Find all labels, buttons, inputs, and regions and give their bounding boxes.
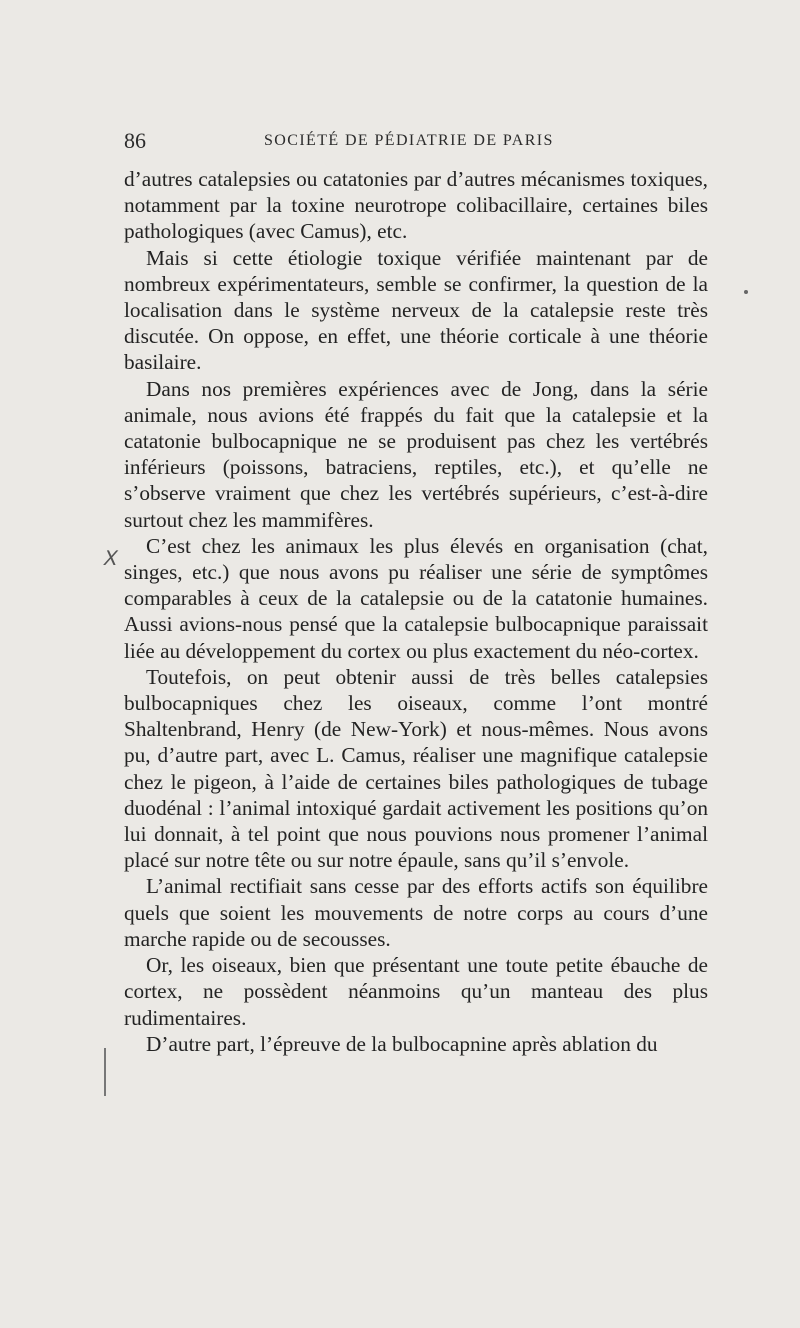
page-number: 86 (124, 128, 146, 153)
paragraph: Mais si cette étiologie toxique vérifiée maintenant par de nombreux expérimentateurs, semble se confirmer, la question de la localisation dans le système nerveux de la catalepsie reste très discutée. On oppose, en effet, une théorie corticale à une théorie basilaire. (124, 245, 708, 375)
paragraph: d’autres catalepsies ou catatonies par d’autres mécanismes toxiques, notamment par la toxine neurotrope colibacillaire, certaines biles pathologiques (avec Camus), etc. (124, 167, 708, 244)
running-head: SOCIÉTÉ DE PÉDIATRIE DE PARIS (264, 132, 554, 149)
paragraph: L’animal rectifiait sans cesse par des efforts actifs son équilibre quels que soient les mouvements de notre corps au cours d’une marche rapide ou de secousses. (124, 874, 708, 951)
page-header (124, 128, 708, 158)
handwritten-margin-mark: X (101, 546, 121, 570)
paragraph: D’autre part, l’épreuve de la bulbocapnine après ablation du (146, 1031, 658, 1056)
margin-dot-mark (744, 290, 748, 294)
paragraph: Dans nos premières expériences avec de Jong, dans la série animale, nous avions été frappés du fait que la catalepsie et la catatonie bulbocapnique ne se produisent pas chez les vertébrés inférieurs (poissons, batraciens, reptiles, etc.), et qu’elle ne s’observe vraiment que chez les vertébrés supérieurs, c’est-à-dire surtout chez les mammifères. (124, 376, 708, 532)
body-text (124, 166, 708, 1057)
paragraph: Toutefois, on peut obtenir aussi de très belles catalepsies bulbocapniques chez les oiseaux, comme l’ont montré Shaltenbrand, Henry (de New-York) et nous-mêmes. Nous avons pu, d’autre part, avec L. Camus, réaliser une magnifique catalepsie chez le pigeon, à l’aide de certaines biles pathologiques de tubage duodénal : l’animal intoxiqué gardait activement les positions qu’on lui donnait, à tel point que nous pouvions nous promener l’animal placé sur notre tête ou sur notre épaule, sans qu’il s’envole. (124, 664, 708, 873)
paragraph: Or, les oiseaux, bien que présentant une toute petite ébauche de cortex, ne possèdent néanmoins qu’un manteau des plus rudimentaires. (124, 953, 708, 1030)
margin-line-mark (104, 1048, 106, 1096)
paragraph: C’est chez les animaux les plus élevés en organisation (chat, singes, etc.) que nous avons pu réaliser une série de symptômes comparables à ceux de la catalepsie ou de la catatonie humaines. Aussi avions-nous pensé que la catalepsie bulbocapnique paraissait liée au développement du cortex ou plus exactement du néo-cortex. (124, 533, 708, 663)
